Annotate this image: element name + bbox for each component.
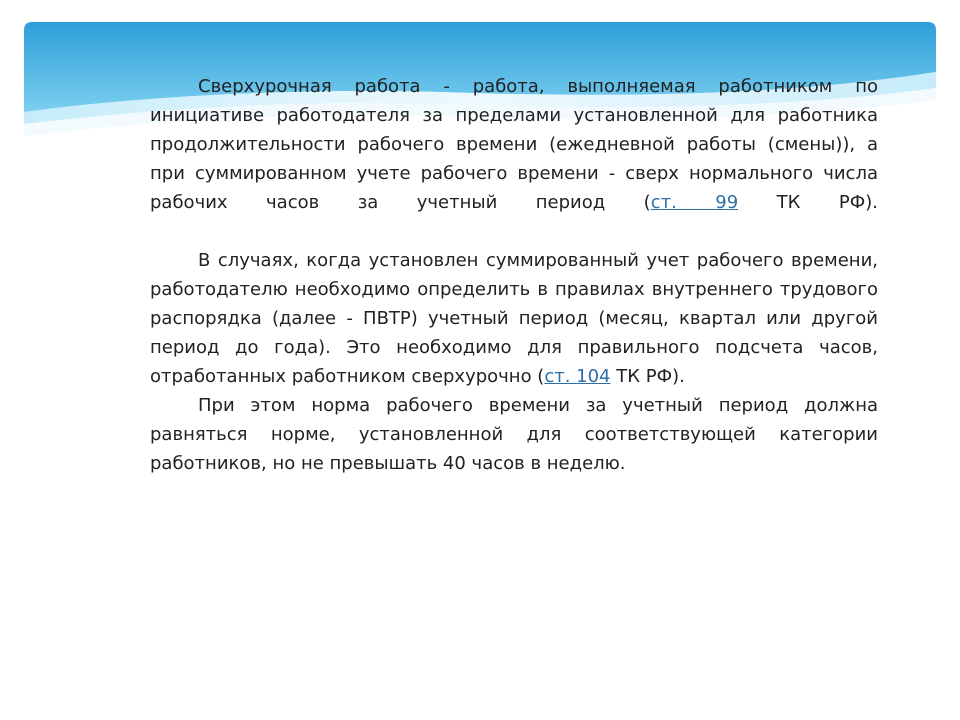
- text-body: [150, 72, 878, 478]
- paragraph-overtime-definition: [150, 72, 878, 217]
- paragraph-text: Сверхурочная работа - работа, выполняемая работником по инициативе работодателя за пределами установленной для работника продолжительности рабочего времени (ежедневной работы (смены)), а при суммированном учете рабочего времени - сверх нормального числа рабочих часов за учетный период (: [150, 76, 878, 213]
- link-article-104[interactable]: ст. 104: [544, 366, 611, 387]
- paragraph-text: ТК РФ).: [610, 366, 685, 387]
- paragraph-working-time-norm: [150, 391, 878, 478]
- paragraph-text: ТК РФ).: [738, 192, 879, 213]
- paragraph-text: При этом норма рабочего времени за учетный период должна равняться норме, установленной для соответствующей категории работников, но не превышать 40 часов в неделю.: [150, 395, 878, 474]
- paragraph-summarized-accounting: [150, 246, 878, 391]
- link-article-99[interactable]: ст. 99: [650, 192, 739, 213]
- paragraph-text: В случаях, когда установлен суммированный учет рабочего времени, работодателю необходимо определить в правилах внутреннего трудового распорядка (далее - ПВТР) учетный период (месяц, квартал или другой период до года). Это необходимо для правильного подсчета часов, отработанных работником сверхурочно (: [150, 250, 878, 387]
